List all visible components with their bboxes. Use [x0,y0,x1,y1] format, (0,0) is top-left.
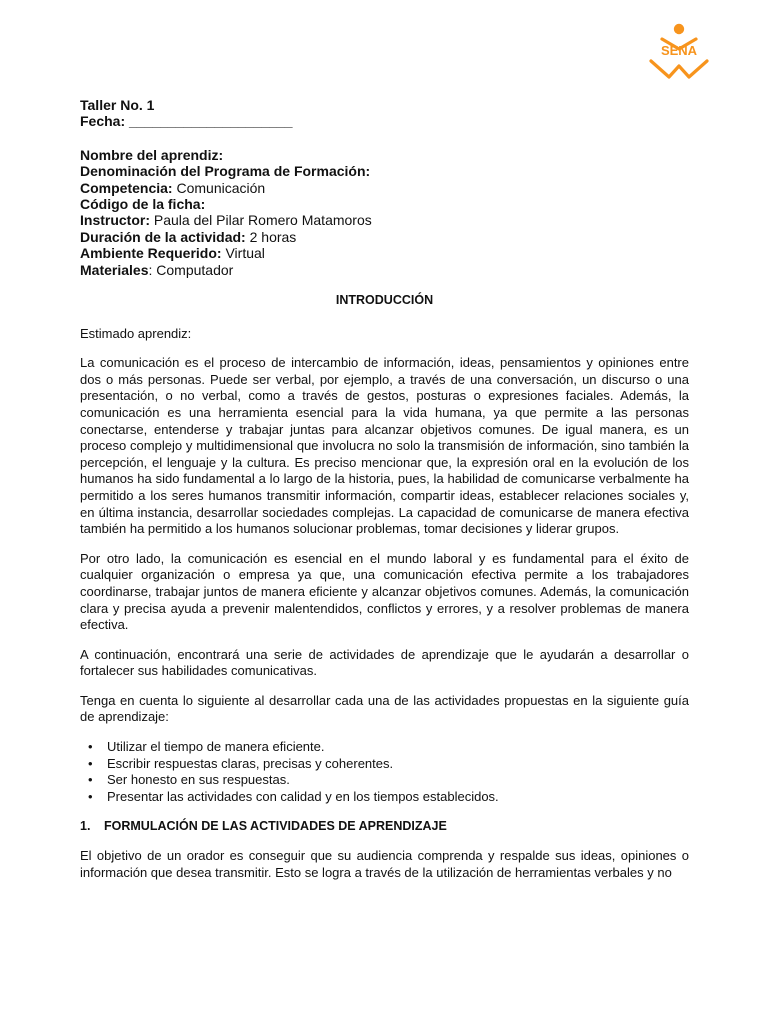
greeting: Estimado aprendiz: [80,325,192,341]
intro-paragraph-2: Por otro lado, la comunicación es esencial en el mundo laboral y es fundamental para el éxito de cualquier organización o empresa ya que, una comunicación efectiva permite a los trabajadores coordinarse, trabajar juntos de manera eficiente y alcanzar objetivos comunes. Además, la comunicación clara y precisa ayuda a prevenir malentendidos, conflictos y errores, y a resolver problemas de manera efectiva. [80,550,689,633]
ambiente-value: Virtual [221,245,265,262]
taller-title: Taller No. 1 [80,97,155,113]
list-item: • Presentar las actividades con calidad y en los tiempos establecidos. [80,789,689,806]
intro-paragraph-3: A continuación, encontrará una serie de actividades de aprendizaje que le ayudarán a desarrollar o fortalecer sus habilidades comunicativas. [80,646,689,679]
document-body [80,292,689,894]
materiales-value: : Computador [148,261,234,278]
fecha-line: _____________________ [129,113,293,130]
duracion-label: Duración de la actividad: [80,228,246,245]
programa-label: Denominación del Programa de Formación: [80,163,371,180]
intro-paragraph-1: La comunicación es el proceso de intercambio de información, ideas, pensamientos y opiniones entre dos o más personas. Puede ser verbal, por ejemplo, a través de una conversación, un discurso o una presentación, o no verbal, como a través de gestos, posturas o expresiones faciales. Además, la comunicación es una herramienta esencial para la vida humana, ya que permite a las personas conectarse, entenderse y trabajar juntas para alcanzar objetivos comunes. De igual manera, es un proceso complejo y multidimensional que involucra no solo la transmisión de información, sino también la percepción, el lenguaje y la cultura. Es preciso mencionar que, la expresión oral en la evolución de los humanos ha sido fundamental a lo largo de la historia, pues, la habilidad de comunicarse verbalmente ha permitido a los seres humanos transmitir información, compartir ideas, establecer relaciones sociales y, en última instancia, desarrollar sociedades complejas. La capacidad de comunicarse de manera efectiva también ha permitido a los humanos solucionar problemas, tomar decisiones y liderar grupos. [80,355,689,537]
materiales-label: Materiales [80,261,149,278]
instructions-list [80,739,689,805]
list-item: • Escribir respuestas claras, precisas y coherentes. [80,756,689,773]
list-item: • Utilizar el tiempo de manera eficiente. [80,739,689,756]
aprendiz-label: Nombre del aprendiz: [80,146,224,163]
ambiente-label: Ambiente Requerido: [80,245,222,262]
intro-paragraph-4: Tenga en cuenta lo siguiente al desarrollar cada una de las actividades propuestas en la siguiente guía de aprendizaje: [80,692,689,725]
section-paragraph-1: El objetivo de un orador es conseguir que su audiencia comprenda y respalde sus ideas, opiniones o información que desea transmitir. Esto se logra a través de la utilización de herramientas verbales y no [80,848,689,880]
sena-logo [647,22,711,84]
duracion-value: 2 horas [245,228,297,245]
section-heading [80,818,689,835]
section-title: FORMULACIÓN DE LAS ACTIVIDADES DE APRENDIZAJE [104,819,447,834]
logo-text: SENA [660,43,698,58]
competencia-label: Competencia: [80,179,173,196]
instructor-value: Paula del Pilar Romero Matamoros [150,212,372,229]
intro-title: INTRODUCCIÓN [335,293,434,307]
section-number: 1. [80,819,91,834]
list-item: • Ser honesto en sus respuestas. [80,772,689,789]
document-header [80,97,700,278]
competencia-value: Comunicación [172,179,266,196]
instructor-label: Instructor: [80,212,150,229]
ficha-label: Código de la ficha: [80,196,206,213]
fecha-label: Fecha: [80,113,130,130]
